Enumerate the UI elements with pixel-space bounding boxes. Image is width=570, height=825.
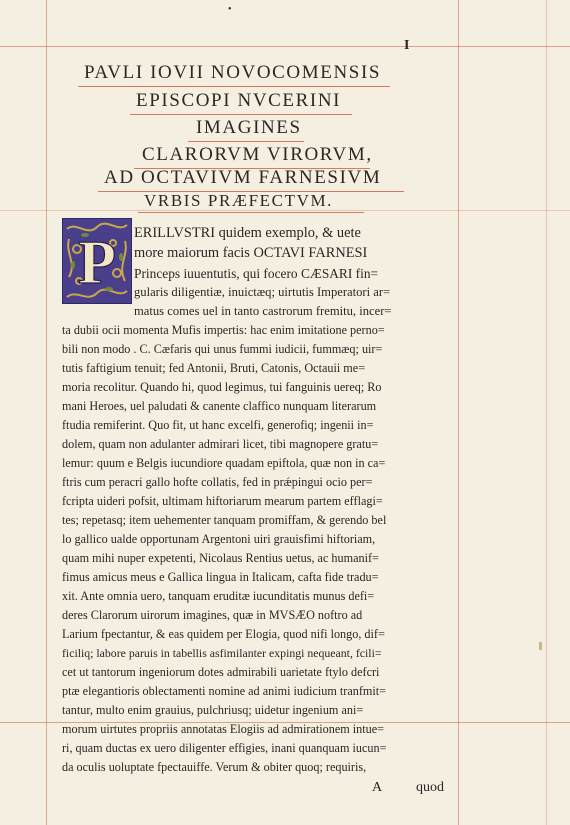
body-line: ficiliq; labore paruis in tabellis asfimilanter expingi nequeant, fcili= [62,646,382,660]
body-line: deres Clarorum uirorum imagines, quæ in MVSÆO noftro ad [62,608,363,622]
title-line-1: PAVLI IOVII NOVOCOMENSIS [84,62,382,83]
title-line-2: EPISCOPI NVCERINI [136,90,342,111]
body-line: xit. Ante omnia uero, tanquam eruditæ iucunditatis munus defi= [62,589,375,603]
body-line: matus comes uel in tanto castrorum fremitu, incer= [134,304,392,318]
body-line: Larium fpectantur, & eas quidem per Elogia, quod nifi longo, dif= [62,627,385,641]
signature-mark: A [372,780,383,795]
body-line: ri, quam ductas ex uero diligenter effigies, inani quanquam iucun= [62,741,387,755]
page-number: I [404,38,410,53]
title-underline-2 [130,114,352,115]
initial-letter: P [78,229,116,297]
body-line: fcripta uideri pofsit, ultimam hiftoriarum mearum partem efflagi= [62,494,383,508]
ruling-line-top [0,46,570,47]
title-line-3: IMAGINES [196,117,302,138]
title-line-5: AD OCTAVIVM FARNESIVM [104,167,382,188]
title-line-4: CLARORVM VIRORVM, [142,144,373,165]
body-line: mani Heroes, uel paludati & canente claffico nunquam literarum [62,399,377,413]
body-line: fimus amicus meus e Gallica lingua in Italicam, cafta fide tradu= [62,570,379,584]
body-line: ftudia remiferint. Quo fit, ut hanc excelfi, generofiq; ingenii in= [62,418,374,432]
initial-ornament-icon [63,219,131,303]
body-line: ptæ elegantioris oblectamenti nomine ad animi iudicium tranfmit= [62,684,387,698]
body-line: moria recolitur. Quando hi, quod legimus, tui fanguinis uereq; Ro [62,380,382,394]
ruling-line-left [46,0,47,825]
body-line: tantur, multo enim grauius, pulchriusq; uidetur ingenium ani= [62,703,364,717]
title-underline-3 [188,141,304,142]
body-line: cet ut tantorum ingeniorum dotes admirabili uarietate ftylo defcri [62,665,380,679]
title-underline-6 [138,212,364,213]
body-line: tutis faftigium tenuit; fed Antonii, Bruti, Catonis, Octauii me= [62,361,366,375]
ruling-line-right-inner [458,0,459,825]
body-line: ERILLVSTRI quidem exemplo, & uete [134,225,361,241]
body-line: gularis diligentiæ, inuictæq; uirtutis Imperatori ar= [134,285,391,299]
body-line: quam mihi nuper expetenti, Nicolaus Rentius uetus, ac humanif= [62,551,379,565]
body-line: Princeps iuuentutis, qui focero CÆSARI fin= [134,266,379,281]
catchword: quod [416,780,444,795]
body-line: ftris cum peracri gallo hofte collatis, fed in prǽpingui ocio per= [62,475,373,489]
top-mark: • [228,4,232,15]
body-line: lo gallico ualde opportunam Argentoni uiri grauisfimi hiftoriam, [62,532,376,546]
body-line: bili non modo . C. Cæfaris qui unus fummi iudicii, fummæq; uir= [62,342,383,356]
body-line: lemur: quum e Belgis iucundiore quadam epiftola, quæ non in ca= [62,456,386,470]
decorated-initial [62,218,132,304]
body-line: da oculis uoluptate fpectauiffe. Verum & obiter quoq; requiris, [62,760,367,774]
body-line: ta dubii ocii momenta Mufis impertis: hac enim imitatione perno= [62,323,385,337]
ruling-line-right-outer [546,0,547,825]
body-line: more maiorum facis OCTAVI FARNESI [134,245,368,261]
body-line: dolem, quam non adulanter admirari licet, tibi magnopere gratu= [62,437,379,451]
body-line: morum uirtutes propriis annotatas Elogiis ad admirationem intue= [62,722,384,736]
body-line: tes; repetasq; item uehementer tanquam promiffam, & gerendo bel [62,513,387,527]
title-underline-1 [78,86,390,87]
margin-mark [539,642,542,650]
title-line-6: VRBIS PRÆFECTVM. [144,191,334,210]
